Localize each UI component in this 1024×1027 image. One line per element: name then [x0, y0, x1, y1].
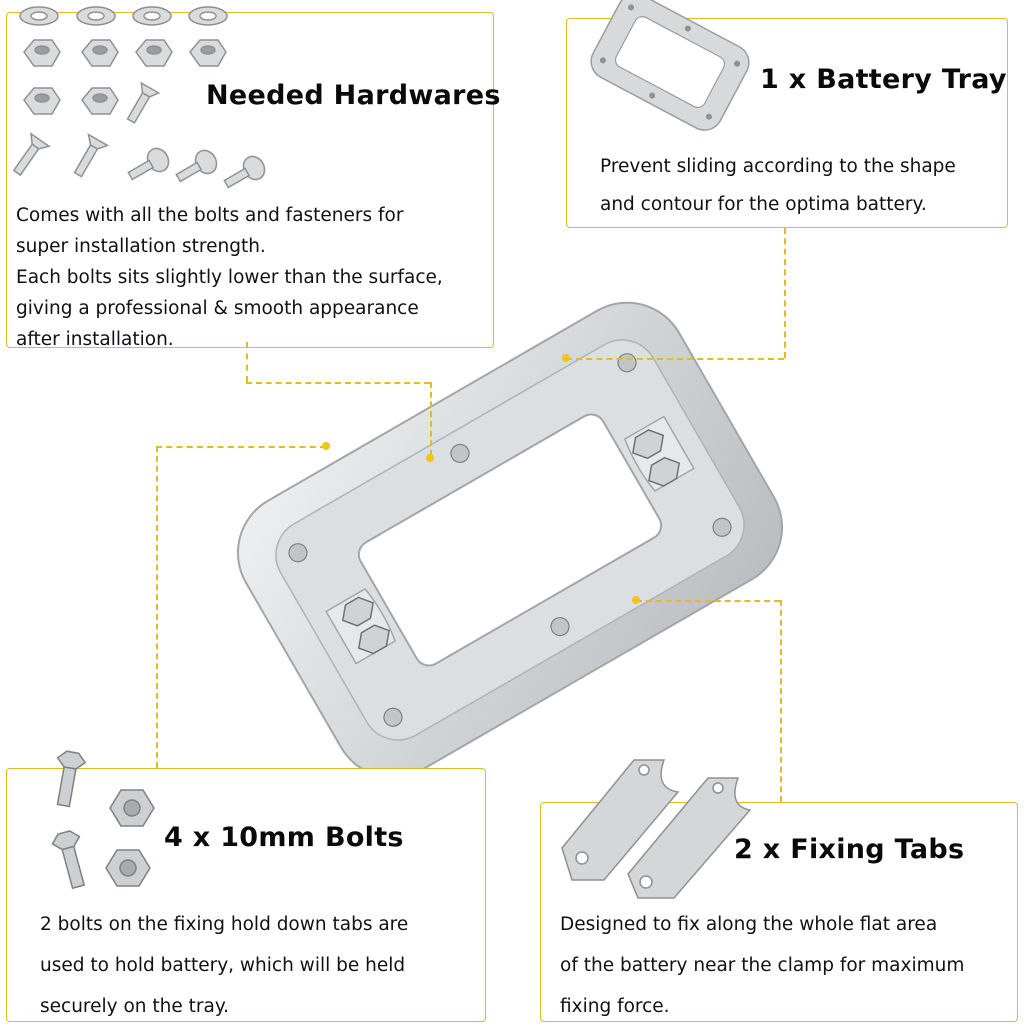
- tray-description: [600, 148, 956, 224]
- leader-line-tray: [566, 358, 784, 360]
- leader-dot: [632, 596, 640, 604]
- bolts-description: [40, 904, 408, 1027]
- bolts-line: 2 bolts on the fixing hold down tabs are: [40, 914, 409, 935]
- leader-line-hardware: [430, 382, 432, 456]
- bolts-line: used to hold battery, which will be held: [40, 955, 406, 976]
- leader-dot: [562, 354, 570, 362]
- tabs-title: 2 x Fixing Tabs: [734, 834, 965, 865]
- bolts-title: 4 x 10mm Bolts: [164, 822, 404, 853]
- tray-thumbnail-image: [590, 0, 770, 140]
- tray-line: Prevent sliding according to the shape: [600, 156, 956, 177]
- leader-line-hardware: [246, 382, 430, 384]
- hardware-line: Each bolts sits slightly lower than the surface,: [16, 267, 443, 288]
- leader-line-bolts: [156, 446, 158, 768]
- leader-line-hardware: [246, 342, 248, 382]
- hardware-line: super installation strength.: [16, 236, 266, 257]
- hardware-line: Comes with all the bolts and fasteners for: [16, 205, 404, 226]
- bolts-line: securely on the tray.: [40, 996, 230, 1017]
- battery-tray-image: [220, 340, 820, 760]
- leader-line-bolts: [156, 446, 326, 448]
- tabs-description: [560, 904, 964, 1027]
- tabs-line: of the battery near the clamp for maximum: [560, 955, 965, 976]
- tray-title: 1 x Battery Tray: [760, 64, 1007, 95]
- leader-line-tray: [784, 228, 786, 358]
- leader-line-tabs: [636, 600, 780, 602]
- leader-dot: [426, 454, 434, 462]
- tabs-line: fixing force.: [560, 996, 670, 1017]
- tabs-line: Designed to fix along the whole flat area: [560, 914, 938, 935]
- tray-line: and contour for the optima battery.: [600, 194, 927, 215]
- hardware-line: giving a professional & smooth appearance: [16, 298, 419, 319]
- hardware-line: after installation.: [16, 329, 174, 350]
- hardware-title: Needed Hardwares: [206, 80, 501, 111]
- leader-dot: [322, 442, 330, 450]
- hardware-description: [16, 200, 443, 355]
- fixing-tabs-image: [542, 748, 762, 898]
- leader-line-tabs: [780, 600, 782, 802]
- bolts-image: [20, 738, 180, 898]
